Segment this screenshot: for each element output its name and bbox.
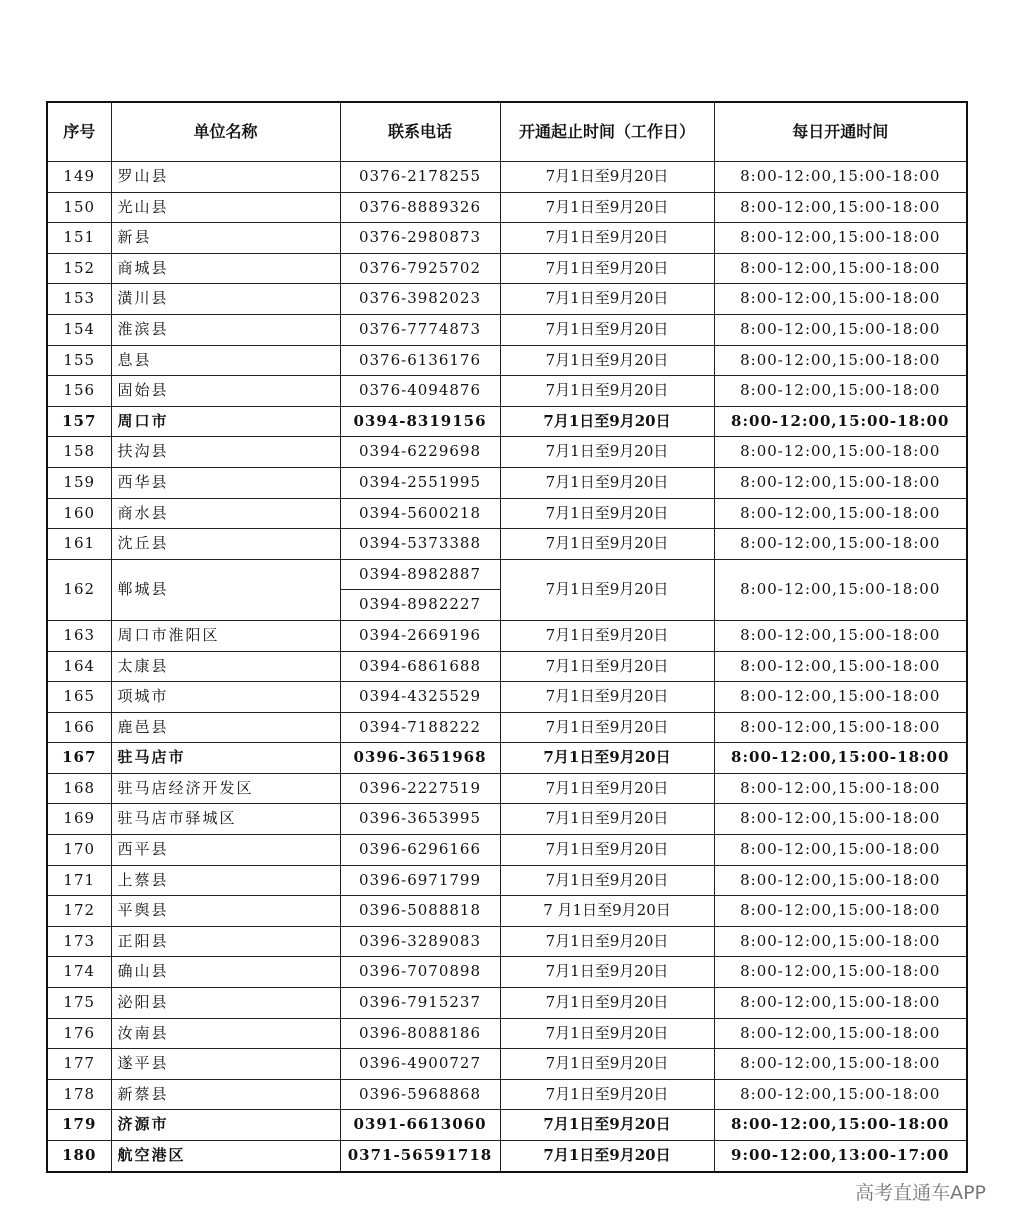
cell-period: 7月1日至9月20日 — [500, 1110, 714, 1141]
cell-serial: 164 — [47, 651, 111, 682]
header-unit-name: 单位名称 — [111, 102, 340, 162]
cell-phone: 0376-4094876 — [340, 376, 500, 407]
table-body — [47, 162, 967, 1172]
cell-unit-name: 商水县 — [111, 498, 340, 529]
cell-phone: 0376-8889326 — [340, 192, 500, 223]
cell-serial: 152 — [47, 253, 111, 284]
cell-phone: 0394-7188222 — [340, 712, 500, 743]
cell-period: 7月1日至9月20日 — [500, 865, 714, 896]
cell-phone: 0396-5088818 — [340, 896, 500, 927]
cell-daily-hours: 8:00-12:00,15:00-18:00 — [714, 743, 967, 774]
table-row — [47, 529, 967, 560]
cell-period: 7月1日至9月20日 — [500, 467, 714, 498]
cell-phone: 0396-8088186 — [340, 1018, 500, 1049]
cell-phone: 0371-56591718 — [340, 1141, 500, 1172]
cell-serial: 170 — [47, 835, 111, 866]
table-row — [47, 406, 967, 437]
cell-daily-hours: 8:00-12:00,15:00-18:00 — [714, 712, 967, 743]
cell-daily-hours: 8:00-12:00,15:00-18:00 — [714, 284, 967, 315]
cell-period: 7月1日至9月20日 — [500, 345, 714, 376]
cell-period: 7月1日至9月20日 — [500, 1141, 714, 1172]
cell-period: 7月1日至9月20日 — [500, 773, 714, 804]
cell-phone: 0394-6861688 — [340, 651, 500, 682]
table-row — [47, 620, 967, 651]
cell-unit-name: 济源市 — [111, 1110, 340, 1141]
cell-daily-hours: 8:00-12:00,15:00-18:00 — [714, 1049, 967, 1080]
cell-phone: 0394-2551995 — [340, 467, 500, 498]
cell-period: 7月1日至9月20日 — [500, 437, 714, 468]
table-row — [47, 284, 967, 315]
table-row — [47, 345, 967, 376]
cell-phone: 0394-6229698 — [340, 437, 500, 468]
cell-unit-name: 鹿邑县 — [111, 712, 340, 743]
cell-unit-name: 新蔡县 — [111, 1079, 340, 1110]
contact-table — [46, 101, 968, 1173]
cell-phone: 0394-4325529 — [340, 682, 500, 713]
cell-daily-hours: 8:00-12:00,15:00-18:00 — [714, 651, 967, 682]
table-row — [47, 162, 967, 193]
cell-phone: 0396-5968868 — [340, 1079, 500, 1110]
cell-phone: 0394-5600218 — [340, 498, 500, 529]
cell-daily-hours: 8:00-12:00,15:00-18:00 — [714, 314, 967, 345]
cell-daily-hours: 8:00-12:00,15:00-18:00 — [714, 437, 967, 468]
cell-serial: 179 — [47, 1110, 111, 1141]
table-row — [47, 804, 967, 835]
cell-serial: 180 — [47, 1141, 111, 1172]
cell-serial: 156 — [47, 376, 111, 407]
cell-phone: 0394-8982227 — [340, 590, 500, 621]
cell-serial: 171 — [47, 865, 111, 896]
cell-unit-name: 上蔡县 — [111, 865, 340, 896]
cell-period: 7月1日至9月20日 — [500, 406, 714, 437]
table-row — [47, 223, 967, 254]
cell-daily-hours: 8:00-12:00,15:00-18:00 — [714, 559, 967, 620]
cell-serial: 163 — [47, 620, 111, 651]
cell-unit-name: 罗山县 — [111, 162, 340, 193]
cell-daily-hours: 8:00-12:00,15:00-18:00 — [714, 682, 967, 713]
cell-unit-name: 太康县 — [111, 651, 340, 682]
cell-period: 7月1日至9月20日 — [500, 1018, 714, 1049]
cell-daily-hours: 8:00-12:00,15:00-18:00 — [714, 1018, 967, 1049]
cell-unit-name: 周口市淮阳区 — [111, 620, 340, 651]
cell-unit-name: 郸城县 — [111, 559, 340, 620]
cell-daily-hours: 8:00-12:00,15:00-18:00 — [714, 835, 967, 866]
cell-period: 7月1日至9月20日 — [500, 1079, 714, 1110]
cell-unit-name: 泌阳县 — [111, 988, 340, 1019]
table-row — [47, 773, 967, 804]
cell-serial: 157 — [47, 406, 111, 437]
cell-unit-name: 遂平县 — [111, 1049, 340, 1080]
cell-period: 7月1日至9月20日 — [500, 559, 714, 620]
cell-unit-name: 淮滨县 — [111, 314, 340, 345]
header-period: 开通起止时间（工作日） — [500, 102, 714, 162]
cell-unit-name: 西华县 — [111, 467, 340, 498]
cell-period: 7月1日至9月20日 — [500, 804, 714, 835]
cell-phone: 0394-8319156 — [340, 406, 500, 437]
cell-phone: 0394-5373388 — [340, 529, 500, 560]
cell-phone: 0396-6971799 — [340, 865, 500, 896]
cell-period: 7月1日至9月20日 — [500, 314, 714, 345]
table-row — [47, 437, 967, 468]
cell-period: 7月1日至9月20日 — [500, 498, 714, 529]
cell-serial: 168 — [47, 773, 111, 804]
cell-period: 7月1日至9月20日 — [500, 743, 714, 774]
cell-daily-hours: 8:00-12:00,15:00-18:00 — [714, 467, 967, 498]
table-header-row — [47, 102, 967, 162]
table-row — [47, 253, 967, 284]
cell-phone: 0394-2669196 — [340, 620, 500, 651]
cell-serial: 162 — [47, 559, 111, 620]
cell-phone: 0376-3982023 — [340, 284, 500, 315]
cell-daily-hours: 8:00-12:00,15:00-18:00 — [714, 498, 967, 529]
cell-phone: 0376-7925702 — [340, 253, 500, 284]
cell-serial: 173 — [47, 926, 111, 957]
cell-unit-name: 商城县 — [111, 253, 340, 284]
cell-period: 7月1日至9月20日 — [500, 957, 714, 988]
table-row — [47, 559, 967, 590]
cell-phone: 0396-3289083 — [340, 926, 500, 957]
cell-daily-hours: 8:00-12:00,15:00-18:00 — [714, 804, 967, 835]
cell-period: 7月1日至9月20日 — [500, 253, 714, 284]
cell-serial: 150 — [47, 192, 111, 223]
cell-phone: 0396-2227519 — [340, 773, 500, 804]
cell-daily-hours: 8:00-12:00,15:00-18:00 — [714, 1110, 967, 1141]
cell-phone: 0376-2980873 — [340, 223, 500, 254]
table-row — [47, 192, 967, 223]
table-row — [47, 1141, 967, 1172]
cell-daily-hours: 8:00-12:00,15:00-18:00 — [714, 957, 967, 988]
cell-serial: 165 — [47, 682, 111, 713]
cell-phone: 0376-7774873 — [340, 314, 500, 345]
cell-period: 7月1日至9月20日 — [500, 651, 714, 682]
table-row — [47, 314, 967, 345]
cell-daily-hours: 8:00-12:00,15:00-18:00 — [714, 529, 967, 560]
cell-unit-name: 新县 — [111, 223, 340, 254]
cell-unit-name: 驻马店市驿城区 — [111, 804, 340, 835]
cell-serial: 175 — [47, 988, 111, 1019]
cell-unit-name: 西平县 — [111, 835, 340, 866]
cell-daily-hours: 8:00-12:00,15:00-18:00 — [714, 865, 967, 896]
cell-phone: 0376-6136176 — [340, 345, 500, 376]
header-daily-hours: 每日开通时间 — [714, 102, 967, 162]
cell-period: 7月1日至9月20日 — [500, 376, 714, 407]
cell-period: 7月1日至9月20日 — [500, 620, 714, 651]
cell-serial: 176 — [47, 1018, 111, 1049]
cell-unit-name: 周口市 — [111, 406, 340, 437]
cell-unit-name: 驻马店市 — [111, 743, 340, 774]
cell-unit-name: 项城市 — [111, 682, 340, 713]
cell-unit-name: 潢川县 — [111, 284, 340, 315]
contact-table-container — [46, 101, 968, 1173]
cell-unit-name: 扶沟县 — [111, 437, 340, 468]
cell-period: 7月1日至9月20日 — [500, 192, 714, 223]
cell-phone: 0396-6296166 — [340, 835, 500, 866]
cell-serial: 161 — [47, 529, 111, 560]
table-row — [47, 957, 967, 988]
cell-serial: 149 — [47, 162, 111, 193]
cell-unit-name: 平舆县 — [111, 896, 340, 927]
cell-serial: 158 — [47, 437, 111, 468]
table-row — [47, 651, 967, 682]
cell-period: 7月1日至9月20日 — [500, 223, 714, 254]
cell-unit-name: 航空港区 — [111, 1141, 340, 1172]
cell-serial: 177 — [47, 1049, 111, 1080]
cell-period: 7月1日至9月20日 — [500, 284, 714, 315]
cell-unit-name: 确山县 — [111, 957, 340, 988]
cell-serial: 167 — [47, 743, 111, 774]
cell-serial: 172 — [47, 896, 111, 927]
cell-phone: 0396-4900727 — [340, 1049, 500, 1080]
table-row — [47, 1110, 967, 1141]
cell-serial: 155 — [47, 345, 111, 376]
cell-serial: 153 — [47, 284, 111, 315]
table-row — [47, 1049, 967, 1080]
cell-serial: 159 — [47, 467, 111, 498]
cell-daily-hours: 8:00-12:00,15:00-18:00 — [714, 406, 967, 437]
cell-serial: 178 — [47, 1079, 111, 1110]
table-row — [47, 1079, 967, 1110]
cell-daily-hours: 8:00-12:00,15:00-18:00 — [714, 192, 967, 223]
cell-serial: 174 — [47, 957, 111, 988]
cell-unit-name: 正阳县 — [111, 926, 340, 957]
cell-phone: 0391-6613060 — [340, 1110, 500, 1141]
cell-period: 7月1日至9月20日 — [500, 926, 714, 957]
cell-daily-hours: 9:00-12:00,13:00-17:00 — [714, 1141, 967, 1172]
table-row — [47, 498, 967, 529]
cell-daily-hours: 8:00-12:00,15:00-18:00 — [714, 376, 967, 407]
table-row — [47, 743, 967, 774]
header-phone: 联系电话 — [340, 102, 500, 162]
cell-period: 7月1日至9月20日 — [500, 529, 714, 560]
table-row — [47, 835, 967, 866]
table-row — [47, 926, 967, 957]
cell-phone: 0396-7070898 — [340, 957, 500, 988]
table-row — [47, 896, 967, 927]
table-row — [47, 712, 967, 743]
cell-serial: 169 — [47, 804, 111, 835]
cell-serial: 160 — [47, 498, 111, 529]
cell-period: 7月1日至9月20日 — [500, 988, 714, 1019]
cell-daily-hours: 8:00-12:00,15:00-18:00 — [714, 162, 967, 193]
header-serial: 序号 — [47, 102, 111, 162]
cell-unit-name: 光山县 — [111, 192, 340, 223]
cell-daily-hours: 8:00-12:00,15:00-18:00 — [714, 1079, 967, 1110]
cell-phone: 0394-8982887 — [340, 559, 500, 590]
cell-daily-hours: 8:00-12:00,15:00-18:00 — [714, 773, 967, 804]
cell-period: 7月1日至9月20日 — [500, 835, 714, 866]
cell-daily-hours: 8:00-12:00,15:00-18:00 — [714, 345, 967, 376]
cell-period: 7 月1日至9月20日 — [500, 896, 714, 927]
cell-period: 7月1日至9月20日 — [500, 682, 714, 713]
cell-period: 7月1日至9月20日 — [500, 162, 714, 193]
table-row — [47, 988, 967, 1019]
table-row — [47, 376, 967, 407]
table-row — [47, 1018, 967, 1049]
cell-unit-name: 驻马店经济开发区 — [111, 773, 340, 804]
cell-daily-hours: 8:00-12:00,15:00-18:00 — [714, 896, 967, 927]
cell-unit-name: 汝南县 — [111, 1018, 340, 1049]
cell-unit-name: 息县 — [111, 345, 340, 376]
cell-daily-hours: 8:00-12:00,15:00-18:00 — [714, 223, 967, 254]
table-row — [47, 865, 967, 896]
cell-period: 7月1日至9月20日 — [500, 712, 714, 743]
cell-period: 7月1日至9月20日 — [500, 1049, 714, 1080]
cell-daily-hours: 8:00-12:00,15:00-18:00 — [714, 988, 967, 1019]
cell-serial: 151 — [47, 223, 111, 254]
cell-daily-hours: 8:00-12:00,15:00-18:00 — [714, 620, 967, 651]
cell-serial: 154 — [47, 314, 111, 345]
cell-phone: 0376-2178255 — [340, 162, 500, 193]
cell-phone: 0396-3653995 — [340, 804, 500, 835]
cell-unit-name: 固始县 — [111, 376, 340, 407]
cell-phone: 0396-3651968 — [340, 743, 500, 774]
cell-unit-name: 沈丘县 — [111, 529, 340, 560]
cell-phone: 0396-7915237 — [340, 988, 500, 1019]
watermark: 高考直通车APP — [855, 1182, 986, 1204]
cell-daily-hours: 8:00-12:00,15:00-18:00 — [714, 253, 967, 284]
cell-serial: 166 — [47, 712, 111, 743]
cell-daily-hours: 8:00-12:00,15:00-18:00 — [714, 926, 967, 957]
table-row — [47, 682, 967, 713]
table-row — [47, 467, 967, 498]
